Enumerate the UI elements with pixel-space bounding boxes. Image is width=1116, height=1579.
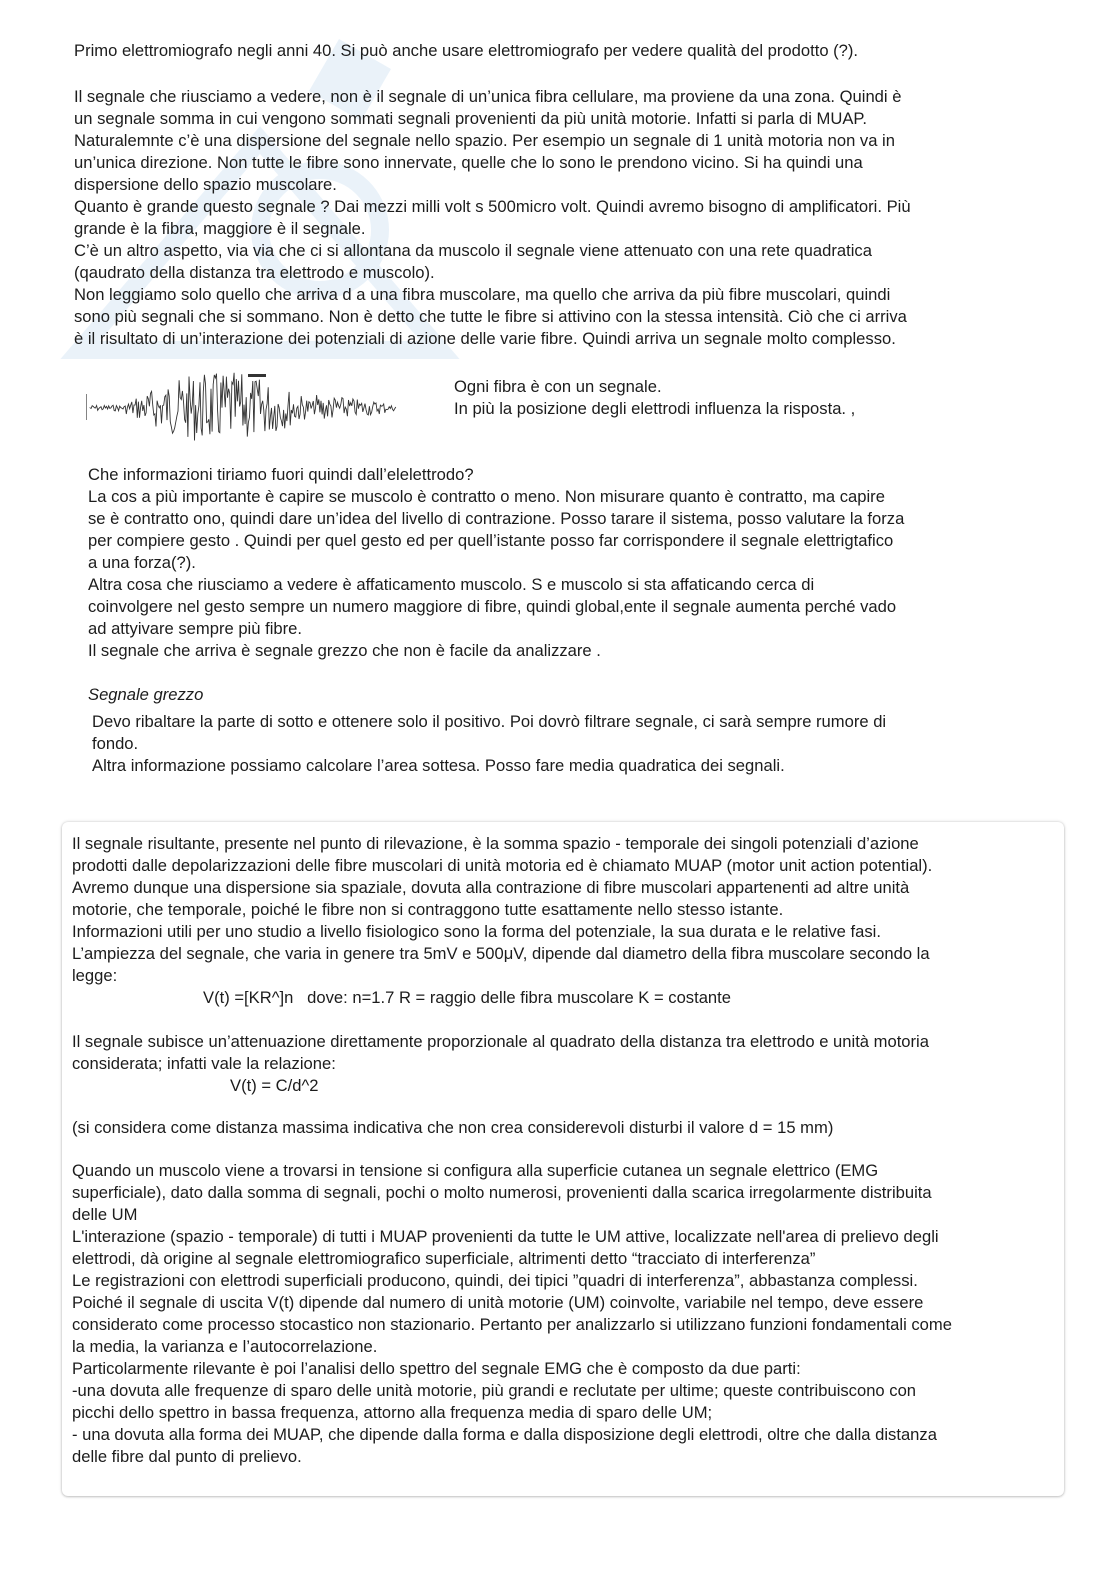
- box-line: delle UM: [72, 1205, 138, 1224]
- box-line: Poiché il segnale di uscita V(t) dipende dal numero di unità motorie (UM) coinvolte, variabile nel tempo, deve essere: [72, 1293, 924, 1312]
- info-line: La cos a più importante è capire se muscolo è contratto o meno. Non misurare quanto è contratto, ma capire: [88, 487, 885, 506]
- caption-line: Ogni fibra è con un segnale.: [454, 377, 662, 396]
- emg-signal-trace: [90, 373, 396, 441]
- intro-line: Il segnale che riusciamo a vedere, non è il segnale di un’unica fibra cellulare, ma proviene da una zona. Quindi è: [74, 87, 902, 106]
- box-line: motorie, che temporale, poiché le fibre non si contraggono tutte esattamente nello stesso istante.: [72, 900, 784, 919]
- intro-line: un’unica direzione. Non tutte le fibre sono innervate, quelle che lo sono le prendono vicino. Si ha quindi una: [74, 153, 863, 172]
- intro-line: dispersione dello spazio muscolare.: [74, 175, 337, 194]
- box-line: Il segnale risultante, presente nel punto di rilevazione, è la somma spazio - temporale dei singoli potenziali d’azione: [72, 834, 919, 853]
- intro-line: Primo elettromiografo negli anni 40. Si può anche usare elettromiografo per vedere qualità del prodotto (?).: [74, 41, 859, 60]
- box-line: prodotti dalle depolarizzazioni delle fibre muscolari di unità motoria ed è chiamato MUAP (motor unit action potential).: [72, 856, 933, 875]
- box-line: elettrodi, dà origine al segnale elettromiografico superficiale, altrimenti detto “tracciato di interferenza”: [72, 1249, 816, 1268]
- box-line: L’ampiezza del segnale, che varia in genere tra 5mV e 500μV, dipende dal diametro della fibra muscolare secondo la: [72, 944, 930, 963]
- box-note: (si considera come distanza massima indicativa che non crea considerevoli disturbi il valore d = 15 mm): [72, 1118, 834, 1137]
- intro-line: è il risultato di un’interazione dei potenziali di azione delle varie fibre. Quindi arriva un segnale molto complesso.: [74, 329, 896, 348]
- box-line: picchi dello spettro in bassa frequenza, attorno alla frequenza media di sparo delle UM;: [72, 1403, 713, 1422]
- box-line: legge:: [72, 966, 118, 985]
- box-line: Le registrazioni con elettrodi superficiali producono, quindi, dei tipici ”quadri di interferenza”, abbastanza complessi.: [72, 1271, 918, 1290]
- box-line: - una dovuta alla forma dei MUAP, che dipende dalla forma e dalla disposizione degli elettrodi, oltre che dalla distanza: [72, 1425, 937, 1444]
- box-line: la media, la varianza e l’autocorrelazione.: [72, 1337, 378, 1356]
- grezzo-line: fondo.: [92, 734, 139, 753]
- box-line: superficiale), dato dalla somma di segnali, pochi o molto numerosi, provenienti dalla scarica irregolarmente distribuita: [72, 1183, 932, 1202]
- box-line: delle fibre dal punto di prelievo.: [72, 1447, 302, 1466]
- info-line: se è contratto ono, quindi dare un’idea del livello di contrazione. Posso tarare il sistema, posso valutare la forza: [88, 509, 905, 528]
- box-line: considerata; infatti vale la relazione:: [72, 1054, 336, 1073]
- intro-line: sono più segnali che si sommano. Non è detto che tutte le fibre si attivino con la stessa intensità. Ciò che ci arriva: [74, 307, 907, 326]
- formula: V(t) = C/d^2: [230, 1076, 319, 1095]
- box-line: Il segnale subisce un’attenuazione direttamente proporzionale al quadrato della distanza tra elettrodo e unità motoria: [72, 1032, 929, 1051]
- box-line: -una dovuta alle frequenze di sparo delle unità motorie, più grandi e reclutate per ultime; queste contribuiscono con: [72, 1381, 917, 1400]
- intro-line: C’è un altro aspetto, via via che ci si allontana da muscolo il segnale viene attenuato con una rete quadratica: [74, 241, 872, 260]
- box-line: Particolarmente rilevante è poi l’analisi dello spettro del segnale EMG che è composto da due parti:: [72, 1359, 801, 1378]
- intro-line: (qaudrato della distanza tra elettrodo e muscolo).: [74, 263, 435, 282]
- box-line: Informazioni utili per uno studio a livello fisiologico sono la forma del potenziale, la sua durata e le relative fasi.: [72, 922, 881, 941]
- box-line: considerato come processo stocastico non stazionario. Pertanto per analizzarlo si utilizzano funzioni fondamentali come: [72, 1315, 952, 1334]
- formula: V(t) =[KR^]n dove: n=1.7 R = raggio delle fibra muscolare K = costante: [203, 988, 732, 1007]
- box-line: L'interazione (spazio - temporale) di tutti i MUAP provenienti da tutte le UM attive, localizzate nell'area di prelievo degli: [72, 1227, 939, 1246]
- box-line: Quando un muscolo viene a trovarsi in tensione si configura alla superficie cutanea un segnale elettrico (EMG: [72, 1161, 879, 1180]
- info-line: a una forza(?).: [88, 553, 196, 572]
- intro-line: Non leggiamo solo quello che arriva d a una fibra muscolare, ma quello che arriva da più fibre muscolari, quindi: [74, 285, 891, 304]
- grezzo-line: Devo ribaltare la parte di sotto e ottenere solo il positivo. Poi dovrò filtrare segnale, ci sarà sempre rumore di: [92, 712, 887, 731]
- section-heading: Segnale grezzo: [88, 685, 204, 704]
- caption-line: In più la posizione degli elettrodi influenza la risposta. ,: [454, 399, 856, 418]
- intro-line: Quanto è grande questo segnale ? Dai mezzi milli volt s 500micro volt. Quindi avremo bisogno di amplificatori. Più: [74, 197, 911, 216]
- info-line: coinvolgere nel gesto sempre un numero maggiore di fibre, quindi global,ente il segnale aumenta perché vado: [88, 597, 897, 616]
- info-line: Altra cosa che riusciamo a vedere è affaticamento muscolo. S e muscolo si sta affaticando cerca di: [88, 575, 815, 594]
- info-line: Il segnale che arriva è segnale grezzo che non è facile da analizzare .: [88, 641, 601, 660]
- intro-line: un segnale somma in cui vengono sommati segnali provenienti da più unità motorie. Infatti si parla di MUAP.: [74, 109, 867, 128]
- info-line: Che informazioni tiriamo fuori quindi dall’elelettrodo?: [88, 465, 474, 484]
- intro-line: Naturalemnte c’è una dispersione del segnale nello spazio. Per esempio un segnale di 1 unità motoria non va in: [74, 131, 895, 150]
- box-line: Avremo dunque una dispersione sia spaziale, dovuta alla contrazione di fibre muscolari appartenenti ad altre unità: [72, 878, 910, 897]
- grezzo-line: Altra informazione possiamo calcolare l’area sottesa. Posso fare media quadratica dei segnali.: [92, 756, 785, 775]
- info-line: ad attyivare sempre più fibre.: [88, 619, 302, 638]
- intro-line: grande è la fibra, maggiore è il segnale.: [74, 219, 366, 238]
- emg-signal-figure: [86, 370, 398, 444]
- info-line: per compiere gesto . Quindi per quel gesto ed per quell’istante posso far corrispondere il segnale elettrigtafico: [88, 531, 894, 550]
